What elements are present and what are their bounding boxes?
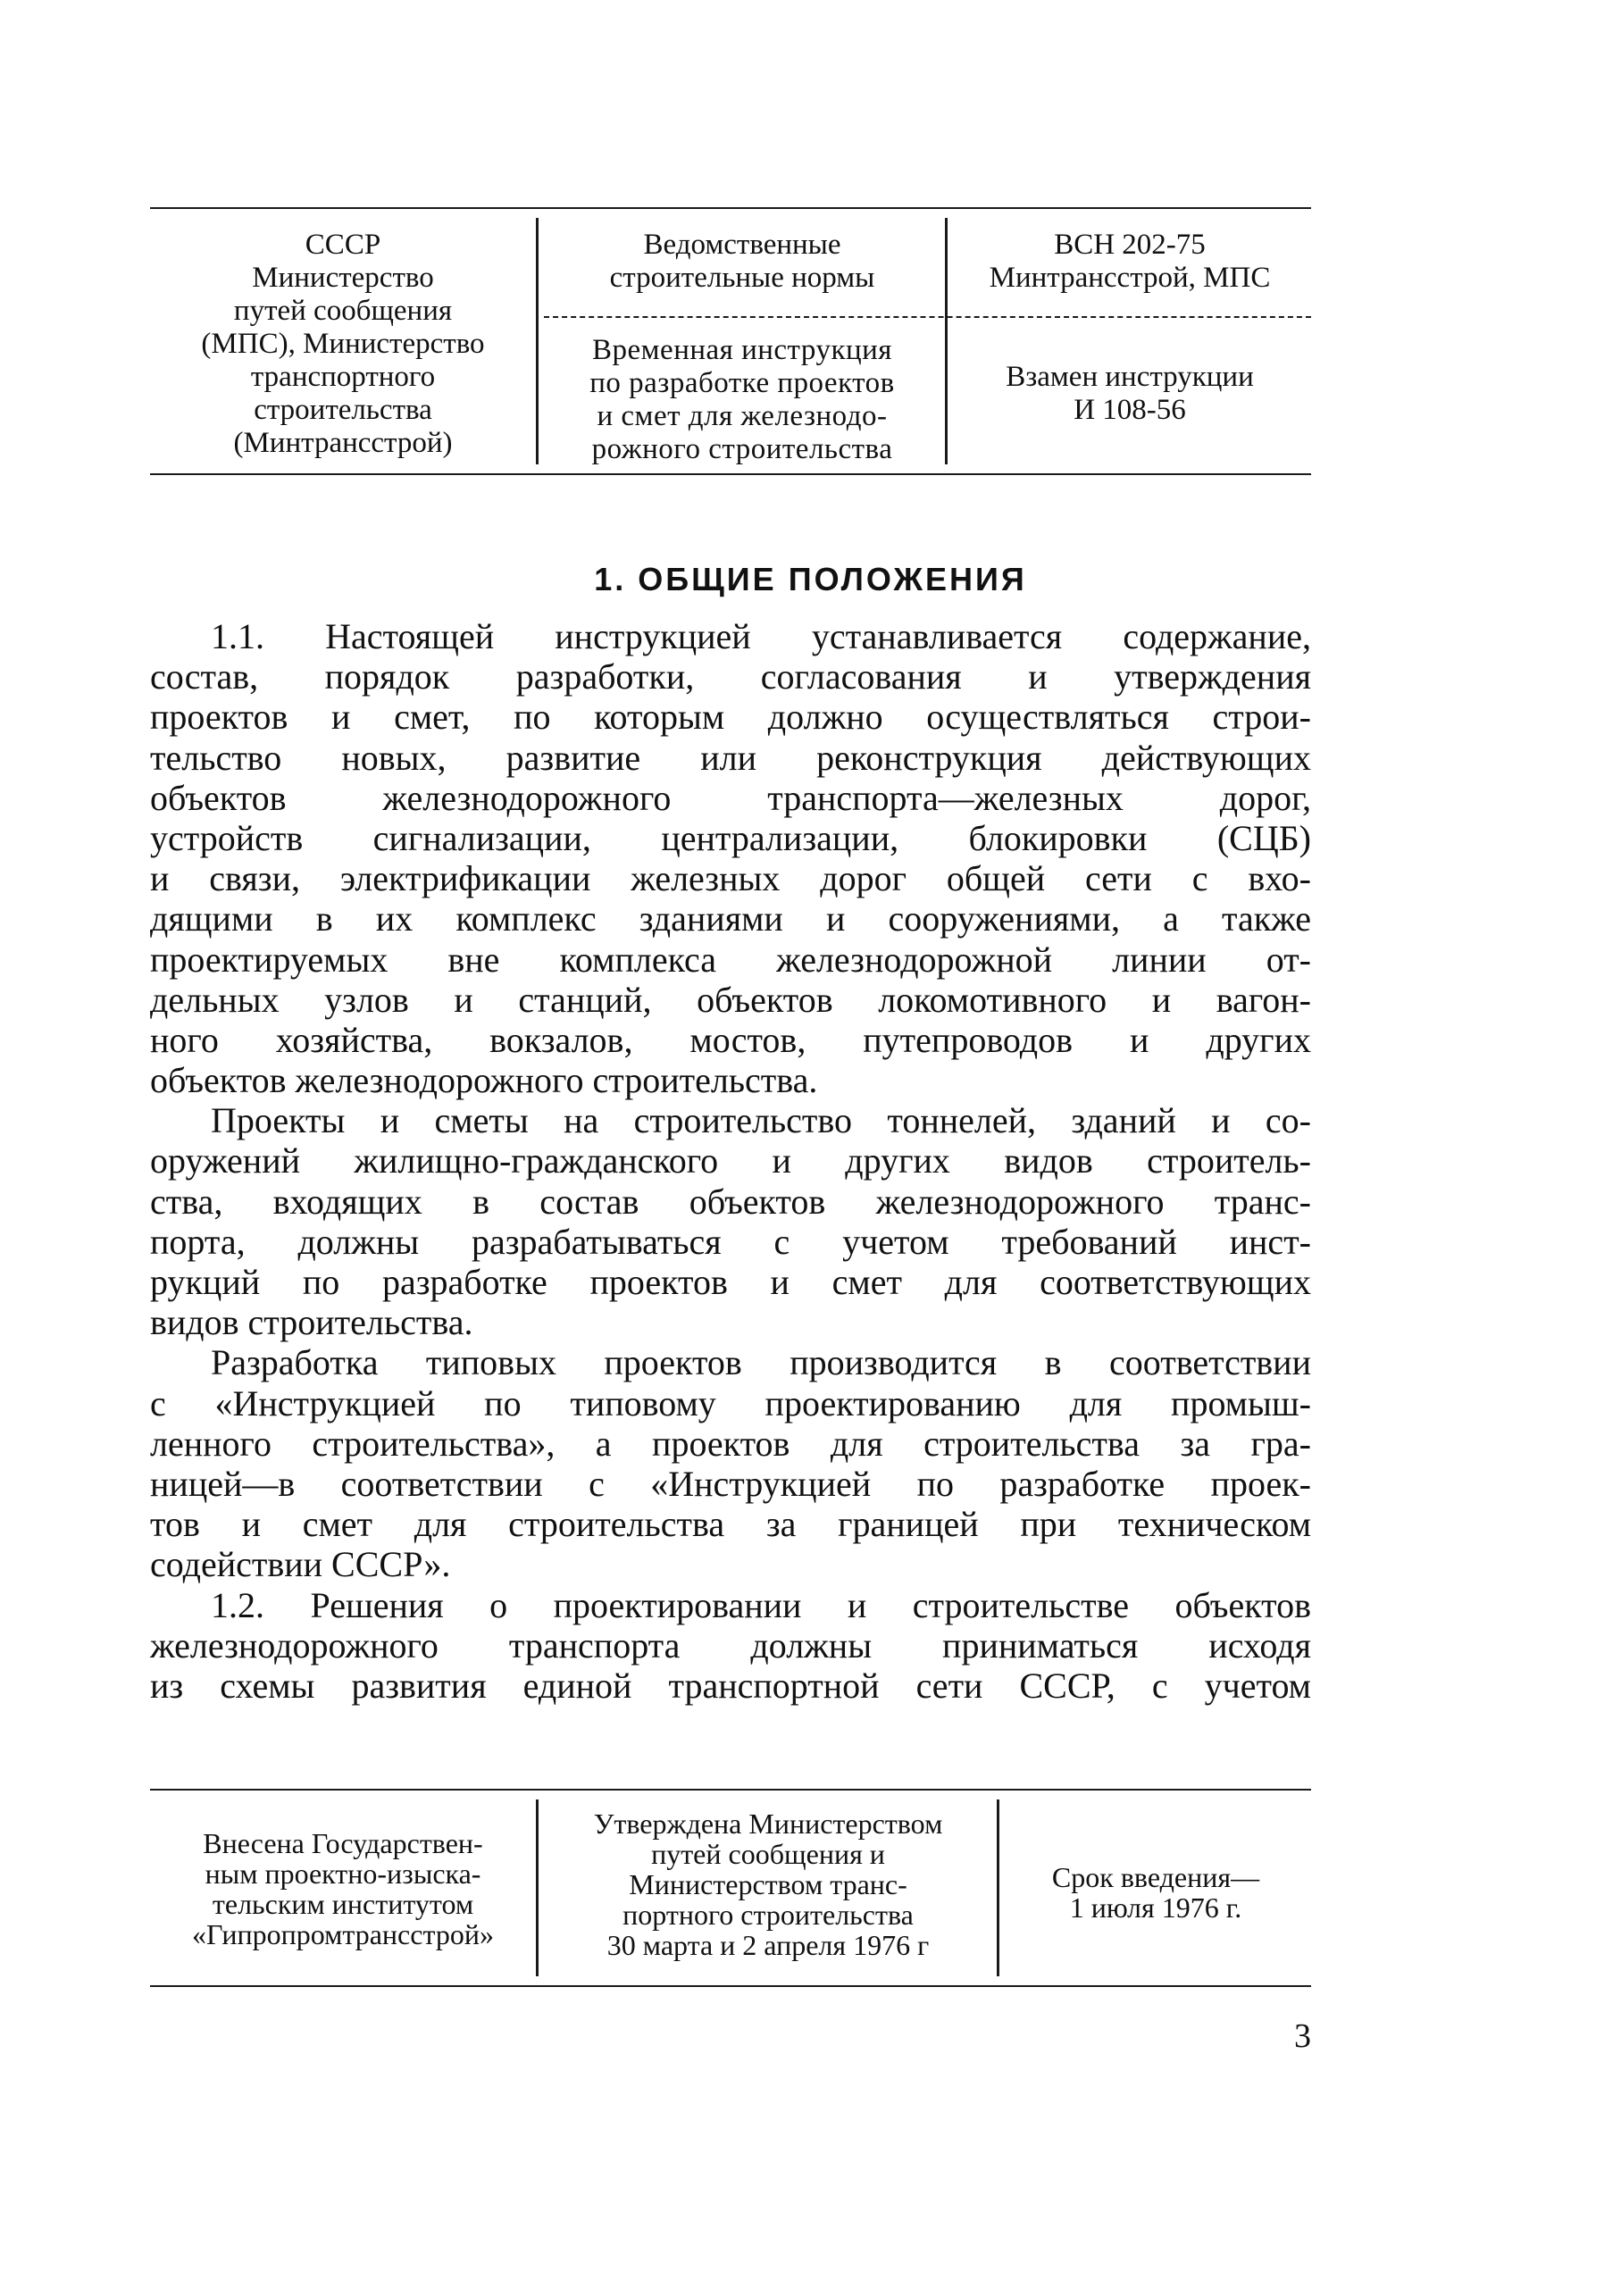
document-code: ВСН 202-75 Минтрансстрой, МПС [989, 229, 1271, 294]
text-line: с «Инструкцией по типовому проектированию для промыш- [150, 1382, 1311, 1424]
text-line: оружений жилищно-гражданского и других видов строитель- [150, 1140, 1311, 1181]
section-heading: 1. ОБЩИЕ ПОЛОЖЕНИЯ [594, 561, 1027, 597]
text-line: и связи, электрификации железных дорог общей сети с вхо- [150, 858, 1311, 899]
text-line: объектов железнодорожного транспорта—железных дорог, [150, 777, 1311, 818]
footer-divider [536, 1799, 539, 1976]
text-line: Проекты и сметы на строительство тоннелей, зданий и со- [211, 1100, 1311, 1141]
text-line: ленного строительства», а проектов для строительства за гра- [150, 1423, 1311, 1464]
paragraph [150, 1342, 1311, 1584]
text-line: видов строительства. [150, 1302, 473, 1343]
issuing-authority: СССР Министерство путей сообщения (МПС), Министерство транспортного строительства (Минтрансстрой) [201, 229, 485, 459]
header-row-divider [544, 316, 1311, 318]
replaces-note: Взамен инструкции И 108-56 [1006, 361, 1254, 426]
footer-divider [997, 1799, 999, 1976]
text-line: содействии СССР». [150, 1544, 451, 1585]
text-line: объектов железнодорожного строительства. [150, 1060, 818, 1101]
text-line: ницей—в соответствии с «Инструкцией по разработке проек- [150, 1463, 1311, 1504]
header-table [150, 207, 1311, 475]
text-line: тов и смет для строительства за границей при техническом [150, 1504, 1311, 1545]
page-number: 3 [1294, 2017, 1311, 2055]
text-line: 1.1. Настоящей инструкцией устанавливается содержание, [211, 616, 1311, 656]
document-title: Временная инструкция по разработке проектов и смет для железнодо- рожного строительства [589, 334, 895, 465]
text-line: тельство новых, развитие или реконструкция действующих [150, 737, 1311, 778]
text-line: дящими в их комплекс зданиями и сооружениями, а также [150, 898, 1311, 939]
footer-table [150, 1789, 1311, 1987]
text-line: Разработка типовых проектов производится в соответствии [211, 1342, 1311, 1383]
body-text [150, 616, 1311, 1706]
text-line: рукций по разработке проектов и смет для соответствующих [150, 1262, 1311, 1302]
header-divider [945, 218, 948, 464]
approved-by: Утверждена Министерством путей сообщения и Министерством транс- портного строительства 30 марта и 2 апреля 1976 г [593, 1808, 943, 1961]
text-line: 1.2. Решения о проектировании и строительстве объектов [211, 1584, 1311, 1625]
text-line: проектируемых вне комплекса железнодорожной линии от- [150, 939, 1311, 980]
paragraph [150, 616, 1311, 1100]
text-line: дельных узлов и станций, объектов локомотивного и вагон- [150, 979, 1311, 1020]
text-line: из схемы развития единой транспортной сети СССР, с учетом [150, 1665, 1311, 1706]
effective-date: Срок введения— 1 июля 1976 г. [1051, 1861, 1260, 1924]
text-line: порта, должны разрабатываться с учетом требований инст- [150, 1221, 1311, 1262]
text-line: проектов и смет, по которым должно осуществляться строи- [150, 697, 1311, 738]
introduced-by: Внесена Государствен- ным проектно-изыска- тельским институтом «Гипропромтрансстрой» [192, 1827, 494, 1950]
text-line: устройств сигнализации, централизации, блокировки (СЦБ) [150, 817, 1311, 858]
paragraph [150, 1100, 1311, 1342]
paragraph [150, 1585, 1311, 1707]
text-line: состав, порядок разработки, согласования и утверждения [150, 656, 1311, 697]
text-line: ства, входящих в состав объектов железнодорожного транс- [150, 1181, 1311, 1222]
text-line: ного хозяйства, вокзалов, мостов, путепроводов и других [150, 1019, 1311, 1060]
header-divider [536, 218, 539, 464]
text-line: железнодорожного транспорта должны приниматься исходя [150, 1624, 1311, 1666]
document-type: Ведомственные строительные нормы [609, 229, 875, 294]
